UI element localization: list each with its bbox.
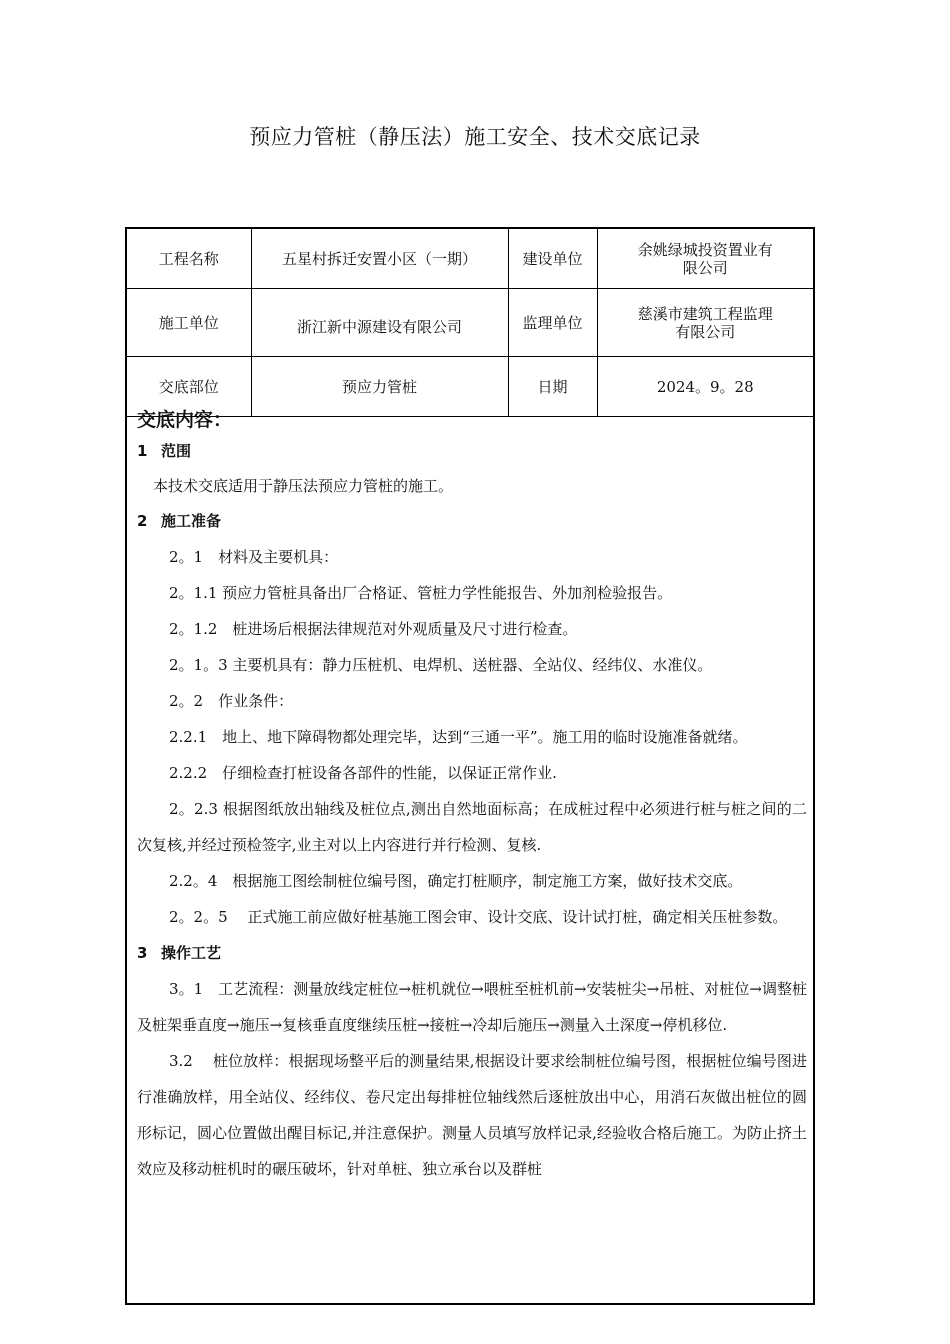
date-label: 日期	[508, 357, 597, 417]
owner-value: 余姚绿城投资置业有限公司	[597, 229, 813, 289]
paragraph: 2。2 作业条件：	[169, 692, 294, 710]
contractor-value: 浙江新中源建设有限公司	[251, 289, 508, 357]
supervisor-label: 监理单位	[508, 289, 597, 357]
paragraph: 3.2 桩位放样：根据现场整平后的测量结果,根据设计要求绘制桩位编号图，根据桩位编号图进行准确放样，用全站仪、经纬仪、卷尺定出每排桩位轴线然后逐桩放出中心，用消石灰做出桩位的圆形标记，圆心位置做出醒目标记,并注意保护。测量人员填写放样记录,经验收合格后施工。为防止挤土效应及移动桩机时的碾压破坏，针对单桩、独立承台以及群桩	[137, 1052, 807, 1178]
section-heading-scope	[137, 441, 807, 461]
paragraph: 2。1。3 主要机具有：静力压桩机、电焊机、送桩器、全站仪、经纬仪、水准仪。	[169, 656, 713, 674]
date-value: 2024。9。28	[597, 357, 813, 417]
info-table	[127, 229, 813, 417]
content-section	[137, 407, 807, 1187]
paragraph: 3。1 工艺流程：测量放线定桩位→桩机就位→喂桩至桩机前→安装桩尖→吊桩、对桩位→调整桩及桩架垂直度→施压→复核垂直度继续压桩→接桩→冷却后施压→测量入土深度→停机移位.	[137, 980, 807, 1034]
table-row	[127, 289, 813, 357]
paragraph: 2.2。4 根据施工图绘制桩位编号图，确定打桩顺序，制定施工方案，做好技术交底。	[169, 872, 743, 890]
part-label: 交底部位	[127, 357, 251, 417]
section-heading-process	[137, 943, 807, 963]
owner-label: 建设单位	[508, 229, 597, 289]
section-title: 施工准备	[161, 512, 222, 530]
paragraph: 2。2.3 根据图纸放出轴线及桩位点,测出自然地面标高；在成桩过程中必须进行桩与桩之间的二次复核,并经过预检签字,业主对以上内容进行并行检测、复核.	[137, 800, 807, 854]
paragraph: 2。1.1 预应力管桩具备出厂合格证、管桩力学性能报告、外加剂检验报告。	[169, 584, 673, 602]
content-heading: 交底内容：	[137, 409, 233, 431]
section-heading-preparation	[137, 511, 807, 531]
record-form	[125, 227, 815, 1305]
project-name-label: 工程名称	[127, 229, 251, 289]
section-number: 2	[137, 512, 148, 530]
part-value: 预应力管桩	[251, 357, 508, 417]
paragraph: 2。1.2 桩进场后根据法律规范对外观质量及尺寸进行检查。	[169, 620, 578, 638]
section-number: 1	[137, 442, 148, 460]
project-name-value: 五星村拆迁安置小区（一期）	[251, 229, 508, 289]
supervisor-value: 慈溪市建筑工程监理有限公司	[597, 289, 813, 357]
paragraph: 2.2.1 地上、地下障碍物都处理完毕，达到“三通一平”。施工用的临时设施准备就绪。	[169, 728, 748, 746]
table-row	[127, 229, 813, 289]
paragraph: 2.2.2 仔细检查打桩设备各部件的性能，以保证正常作业.	[169, 764, 557, 782]
paragraph: 2。1 材料及主要机具：	[169, 548, 339, 566]
section-number: 3	[137, 944, 148, 962]
contractor-label: 施工单位	[127, 289, 251, 357]
paragraph: 本技术交底适用于静压法预应力管桩的施工。	[153, 477, 454, 495]
paragraph: 2。2。5 正式施工前应做好桩基施工图会审、设计交底、设计试打桩，确定相关压桩参数。	[169, 908, 788, 926]
section-title: 范围	[161, 442, 192, 460]
section-title: 操作工艺	[161, 944, 222, 962]
page-title: 预应力管桩（静压法）施工安全、技术交底记录	[249, 125, 701, 149]
